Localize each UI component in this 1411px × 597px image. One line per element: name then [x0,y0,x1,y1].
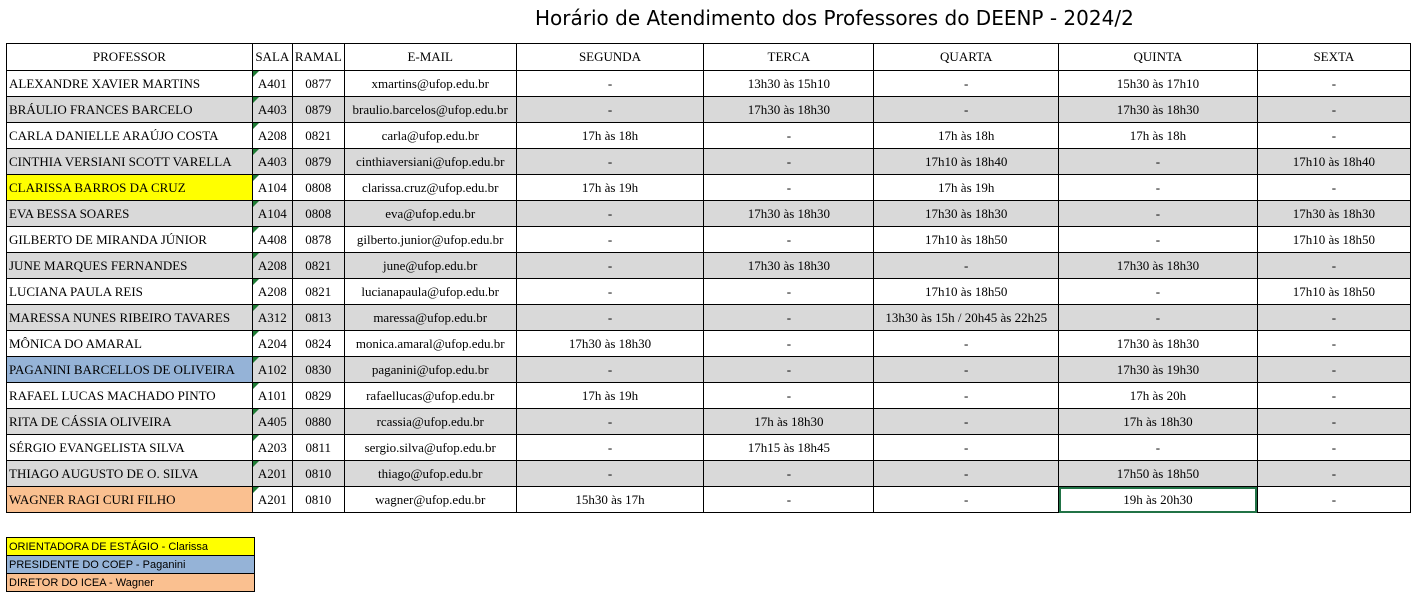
quarta-cell[interactable]: - [874,409,1059,435]
table-row [7,487,1411,513]
sala-cell[interactable]: A401 [252,71,292,97]
terca-cell[interactable]: - [704,227,874,253]
sexta-cell[interactable]: - [1257,175,1410,201]
sala-cell[interactable]: A101 [252,383,292,409]
quarta-cell[interactable]: 17h10 às 18h50 [874,279,1059,305]
terca-cell[interactable]: 17h30 às 18h30 [704,97,874,123]
table-row [7,97,1411,123]
ramal-cell[interactable]: 0810 [292,461,344,487]
quinta-cell[interactable]: - [1059,149,1258,175]
email-cell[interactable]: monica.amaral@ufop.edu.br [344,331,516,357]
ramal-cell[interactable]: 0830 [292,357,344,383]
sexta-cell[interactable]: - [1257,253,1410,279]
table-row [7,175,1411,201]
ramal-cell[interactable]: 0813 [292,305,344,331]
sexta-cell[interactable]: - [1257,71,1410,97]
quarta-cell[interactable]: - [874,461,1059,487]
professor-cell[interactable]: MARESSA NUNES RIBEIRO TAVARES [7,305,253,331]
header-quarta[interactable]: QUARTA [874,44,1059,71]
ramal-cell[interactable]: 0811 [292,435,344,461]
sexta-cell[interactable]: - [1257,305,1410,331]
sexta-cell[interactable]: - [1257,435,1410,461]
professor-cell[interactable]: ALEXANDRE XAVIER MARTINS [7,71,253,97]
legend-item-orientadora[interactable]: ORIENTADORA DE ESTÁGIO - Clarissa [7,538,255,556]
terca-cell[interactable]: - [704,461,874,487]
quarta-cell[interactable]: 17h10 às 18h40 [874,149,1059,175]
table-row [7,201,1411,227]
sexta-cell[interactable]: - [1257,409,1410,435]
professor-cell[interactable]: CINTHIA VERSIANI SCOTT VARELLA [7,149,253,175]
segunda-cell[interactable]: - [516,253,704,279]
sala-cell[interactable]: A208 [252,123,292,149]
segunda-cell[interactable]: 17h30 às 18h30 [516,331,704,357]
ramal-cell[interactable]: 0808 [292,201,344,227]
ramal-cell[interactable]: 0821 [292,123,344,149]
quinta-cell[interactable]: 15h30 às 17h10 [1059,71,1258,97]
terca-cell[interactable]: - [704,331,874,357]
professor-cell[interactable]: BRÁULIO FRANCES BARCELO [7,97,253,123]
quinta-cell[interactable]: 17h30 às 18h30 [1059,97,1258,123]
terca-cell[interactable]: 17h às 18h30 [704,409,874,435]
table-row [7,435,1411,461]
legend-table [6,537,255,592]
email-cell[interactable]: paganini@ufop.edu.br [344,357,516,383]
quarta-cell[interactable]: - [874,435,1059,461]
email-cell[interactable]: june@ufop.edu.br [344,253,516,279]
header-professor[interactable]: PROFESSOR [7,44,253,71]
table-row [7,279,1411,305]
professor-cell[interactable]: THIAGO AUGUSTO DE O. SILVA [7,461,253,487]
quinta-cell[interactable]: 17h50 às 18h50 [1059,461,1258,487]
quinta-cell[interactable]: - [1059,175,1258,201]
header-row [7,44,1411,71]
email-cell[interactable]: eva@ufop.edu.br [344,201,516,227]
email-cell[interactable]: braulio.barcelos@ufop.edu.br [344,97,516,123]
terca-cell[interactable]: - [704,305,874,331]
segunda-cell[interactable]: - [516,357,704,383]
professor-cell[interactable]: RAFAEL LUCAS MACHADO PINTO [7,383,253,409]
professor-cell[interactable]: CARLA DANIELLE ARAÚJO COSTA [7,123,253,149]
segunda-cell[interactable]: - [516,461,704,487]
quinta-cell[interactable]: 17h30 às 19h30 [1059,357,1258,383]
email-cell[interactable]: maressa@ufop.edu.br [344,305,516,331]
sala-cell[interactable]: A201 [252,461,292,487]
table-row [7,331,1411,357]
email-cell[interactable]: sergio.silva@ufop.edu.br [344,435,516,461]
table-row [7,461,1411,487]
quarta-cell[interactable]: - [874,253,1059,279]
segunda-cell[interactable]: 17h às 19h [516,175,704,201]
ramal-cell[interactable]: 0824 [292,331,344,357]
sexta-cell[interactable]: 17h30 às 18h30 [1257,201,1410,227]
email-cell[interactable]: thiago@ufop.edu.br [344,461,516,487]
segunda-cell[interactable]: - [516,201,704,227]
quarta-cell[interactable]: - [874,487,1059,513]
email-cell[interactable]: rcassia@ufop.edu.br [344,409,516,435]
quinta-cell[interactable]: - [1059,227,1258,253]
sexta-cell[interactable]: - [1257,357,1410,383]
sala-cell[interactable]: A104 [252,175,292,201]
table-row [7,71,1411,97]
quarta-cell[interactable]: - [874,71,1059,97]
quarta-cell[interactable]: 17h às 18h [874,123,1059,149]
quinta-cell[interactable]: - [1059,279,1258,305]
header-quinta[interactable]: QUINTA [1059,44,1258,71]
terca-cell[interactable]: - [704,357,874,383]
quarta-cell[interactable]: - [874,331,1059,357]
sexta-cell[interactable]: 17h10 às 18h50 [1257,227,1410,253]
sala-cell[interactable]: A312 [252,305,292,331]
table-row [7,409,1411,435]
header-sala[interactable]: SALA [252,44,292,71]
table-row [7,357,1411,383]
terca-cell[interactable]: - [704,123,874,149]
quarta-cell[interactable]: - [874,383,1059,409]
header-sexta[interactable]: SEXTA [1257,44,1410,71]
legend-item-diretor[interactable]: DIRETOR DO ICEA - Wagner [7,574,255,592]
professor-cell[interactable]: MÔNICA DO AMARAL [7,331,253,357]
terca-cell[interactable]: 13h30 às 15h10 [704,71,874,97]
segunda-cell[interactable]: - [516,149,704,175]
sala-cell[interactable]: A204 [252,331,292,357]
sexta-cell[interactable]: - [1257,383,1410,409]
table-row [7,305,1411,331]
sexta-cell[interactable]: - [1257,331,1410,357]
ramal-cell[interactable]: 0879 [292,149,344,175]
sexta-cell[interactable]: 17h10 às 18h50 [1257,279,1410,305]
sexta-cell[interactable]: - [1257,97,1410,123]
email-cell[interactable]: cinthiaversiani@ufop.edu.br [344,149,516,175]
segunda-cell[interactable]: 15h30 às 17h [516,487,704,513]
sexta-cell[interactable]: 17h10 às 18h40 [1257,149,1410,175]
table-row [7,253,1411,279]
quarta-cell[interactable]: - [874,97,1059,123]
quinta-cell[interactable]: 17h às 18h30 [1059,409,1258,435]
quinta-cell[interactable]: - [1059,201,1258,227]
terca-cell[interactable]: 17h30 às 18h30 [704,253,874,279]
ramal-cell[interactable]: 0877 [292,71,344,97]
quinta-cell[interactable]: 17h30 às 18h30 [1059,253,1258,279]
quarta-cell[interactable]: 13h30 às 15h / 20h45 às 22h25 [874,305,1059,331]
ramal-cell[interactable]: 0879 [292,97,344,123]
header-segunda[interactable]: SEGUNDA [516,44,704,71]
email-cell[interactable]: rafaellucas@ufop.edu.br [344,383,516,409]
ramal-cell[interactable]: 0821 [292,279,344,305]
terca-cell[interactable]: 17h30 às 18h30 [704,201,874,227]
legend-item-presidente[interactable]: PRESIDENTE DO COEP - Paganini [7,556,255,574]
header-ramal[interactable]: RAMAL [292,44,344,71]
ramal-cell[interactable]: 0829 [292,383,344,409]
quinta-cell[interactable]: 17h30 às 18h30 [1059,331,1258,357]
terca-cell[interactable]: 17h15 às 18h45 [704,435,874,461]
segunda-cell[interactable]: - [516,227,704,253]
sala-cell[interactable]: A408 [252,227,292,253]
ramal-cell[interactable]: 0880 [292,409,344,435]
quinta-cell[interactable]: 19h às 20h30 [1059,487,1258,513]
professor-cell[interactable]: CLARISSA BARROS DA CRUZ [7,175,253,201]
ramal-cell[interactable]: 0878 [292,227,344,253]
header-terca[interactable]: TERCA [704,44,874,71]
table-row [7,383,1411,409]
terca-cell[interactable]: - [704,279,874,305]
ramal-cell[interactable]: 0810 [292,487,344,513]
professor-cell[interactable]: LUCIANA PAULA REIS [7,279,253,305]
professor-cell[interactable]: GILBERTO DE MIRANDA JÚNIOR [7,227,253,253]
sexta-cell[interactable]: - [1257,487,1410,513]
sala-cell[interactable]: A102 [252,357,292,383]
quinta-cell[interactable]: 17h às 18h [1059,123,1258,149]
ramal-cell[interactable]: 0808 [292,175,344,201]
professor-cell[interactable]: WAGNER RAGI CURI FILHO [7,487,253,513]
professor-cell[interactable]: PAGANINI BARCELLOS DE OLIVEIRA [7,357,253,383]
segunda-cell[interactable]: - [516,71,704,97]
sala-cell[interactable]: A403 [252,149,292,175]
sala-cell[interactable]: A208 [252,253,292,279]
segunda-cell[interactable]: 17h às 18h [516,123,704,149]
quinta-cell[interactable]: - [1059,435,1258,461]
segunda-cell[interactable]: 17h às 19h [516,383,704,409]
quarta-cell[interactable]: - [874,357,1059,383]
sala-cell[interactable]: A208 [252,279,292,305]
ramal-cell[interactable]: 0821 [292,253,344,279]
sala-cell[interactable]: A203 [252,435,292,461]
sexta-cell[interactable]: - [1257,123,1410,149]
quarta-cell[interactable]: 17h30 às 18h30 [874,201,1059,227]
sala-cell[interactable]: A201 [252,487,292,513]
quinta-cell[interactable]: - [1059,305,1258,331]
professor-cell[interactable]: SÉRGIO EVANGELISTA SILVA [7,435,253,461]
terca-cell[interactable]: - [704,383,874,409]
segunda-cell[interactable]: - [516,409,704,435]
table-row [7,227,1411,253]
terca-cell[interactable]: - [704,487,874,513]
email-cell[interactable]: xmartins@ufop.edu.br [344,71,516,97]
quinta-cell[interactable]: 17h às 20h [1059,383,1258,409]
email-cell[interactable]: wagner@ufop.edu.br [344,487,516,513]
table-row [7,123,1411,149]
quarta-cell[interactable]: 17h10 às 18h50 [874,227,1059,253]
schedule-table [6,43,1411,513]
terca-cell[interactable]: - [704,175,874,201]
sala-cell[interactable]: A405 [252,409,292,435]
email-cell[interactable]: lucianapaula@ufop.edu.br [344,279,516,305]
header-email[interactable]: E-MAIL [344,44,516,71]
professor-cell[interactable]: EVA BESSA SOARES [7,201,253,227]
segunda-cell[interactable]: - [516,435,704,461]
quarta-cell[interactable]: 17h às 19h [874,175,1059,201]
professor-cell[interactable]: JUNE MARQUES FERNANDES [7,253,253,279]
segunda-cell[interactable]: - [516,97,704,123]
sala-cell[interactable]: A104 [252,201,292,227]
professor-cell[interactable]: RITA DE CÁSSIA OLIVEIRA [7,409,253,435]
table-row [7,149,1411,175]
terca-cell[interactable]: - [704,149,874,175]
document-title: Horário de Atendimento dos Professores do DEENP - 2024/2 [535,6,1134,30]
segunda-cell[interactable]: - [516,279,704,305]
email-cell[interactable]: clarissa.cruz@ufop.edu.br [344,175,516,201]
sexta-cell[interactable]: - [1257,461,1410,487]
email-cell[interactable]: carla@ufop.edu.br [344,123,516,149]
segunda-cell[interactable]: - [516,305,704,331]
email-cell[interactable]: gilberto.junior@ufop.edu.br [344,227,516,253]
sala-cell[interactable]: A403 [252,97,292,123]
